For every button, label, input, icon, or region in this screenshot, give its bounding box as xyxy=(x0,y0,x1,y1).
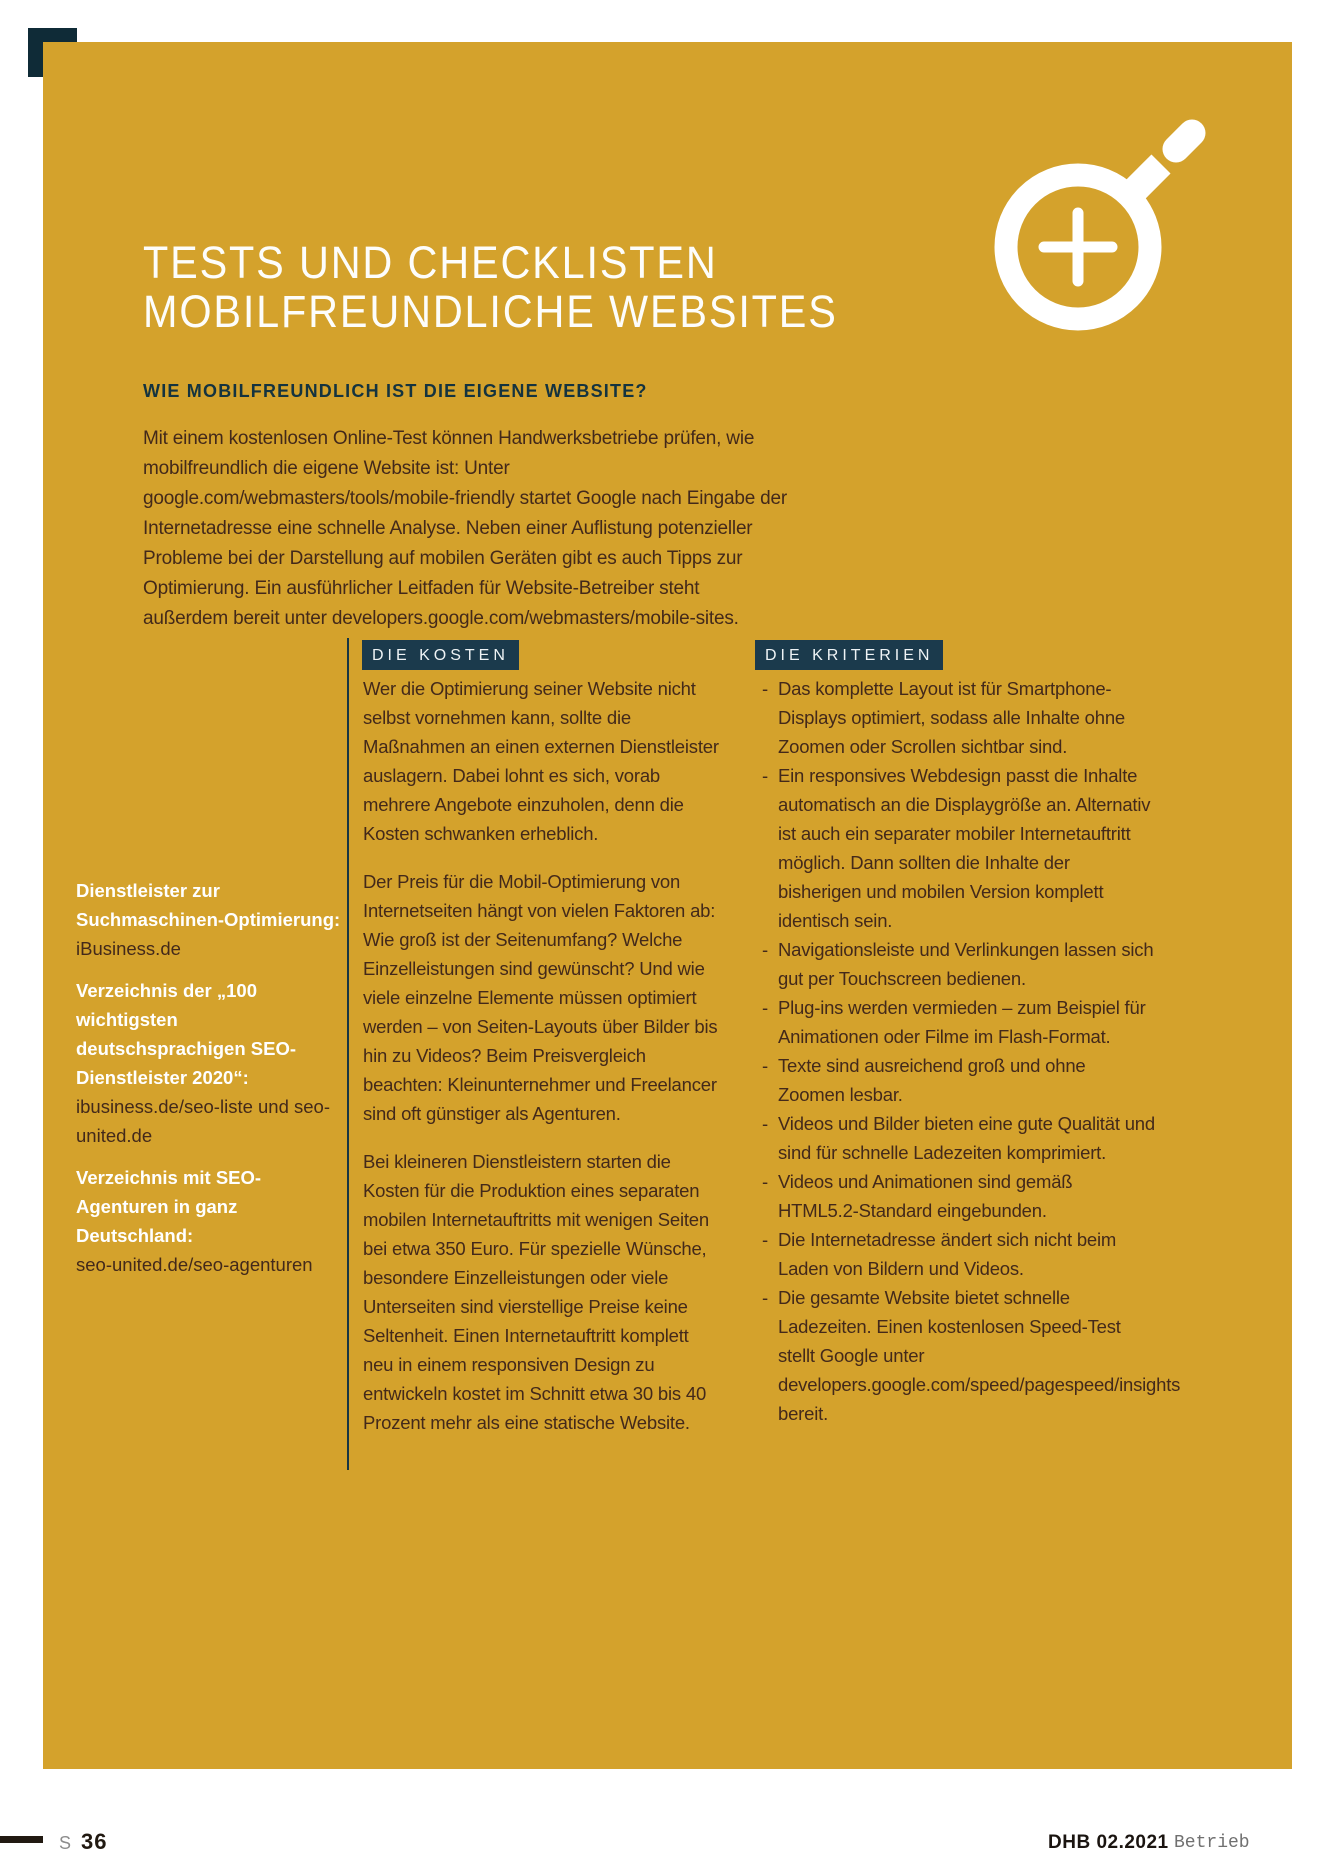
page-title-line1: TESTS UND CHECKLISTEN xyxy=(143,237,718,288)
sidebar-entry-label: Verzeichnis mit SEO-Agenturen in ganz Deutschland: xyxy=(76,1167,262,1246)
kosten-paragraph: Bei kleineren Dienstleistern starten die Kosten für die Produktion eines separaten mobilen Internetauftritts mit wenigen Seiten bei etwa 350 Euro. Für spezielle Wünsche, besondere Einzelleistungen oder viele Unterseiten sind vierstellige Preise keine Seltenheit. Einen Internetauftritt komplett neu in einem responsiven Design zu entwickeln kostet im Schnitt etwa 30 bis 40 Prozent mehr als eine statische Website. xyxy=(363,1151,709,1433)
heading-die-kriterien: DIE KRITERIEN xyxy=(755,640,943,670)
heading-die-kosten: DIE KOSTEN xyxy=(362,640,519,670)
kriterien-item: - Die gesamte Website bietet schnelle Ladezeiten. Einen kostenlosen Speed-Test stellt Google unter developers.google.com/speed/pagespeed/insights bereit. xyxy=(762,1283,1156,1428)
footer-page-number: 36 xyxy=(81,1829,108,1854)
sidebar-entry-value: seo-united.de/seo-agenturen xyxy=(76,1254,313,1275)
page-title-line2: MOBILFREUNDLICHE WEBSITES xyxy=(143,286,838,337)
footer-section: Betrieb xyxy=(1174,1833,1250,1853)
sidebar-entry-label: Verzeichnis der „100 wichtigsten deutschsprachigen SEO-Dienstleister 2020“: xyxy=(76,980,296,1088)
kriterien-item: - Das komplette Layout ist für Smartphone-Displays optimiert, sodass alle Inhalte ohne Zoomen oder Scrollen sichtbar sind. xyxy=(762,674,1156,761)
kriterien-item: - Videos und Animationen sind gemäß HTML5.2-Standard eingebunden. xyxy=(762,1167,1156,1225)
seo-directory-sidebar xyxy=(76,876,348,1292)
kosten-column xyxy=(363,674,723,1456)
kriterien-item: - Ein responsives Webdesign passt die Inhalte automatisch an die Displaygröße an. Alternativ ist auch ein separater mobiler Internetauftritt möglich. Dann sollten die Inhalte der bisherigen und mobilen Version komplett identisch sein. xyxy=(762,761,1156,935)
kosten-paragraph: Wer die Optimierung seiner Website nicht selbst vornehmen kann, sollte die Maßnahmen an einen externen Dienstleister auslagern. Dabei lohnt es sich, vorab mehrere Angebote einzuholen, denn die Kosten schwanken erheblich. xyxy=(363,678,719,844)
footer-issue: DHB 02.2021 xyxy=(1048,1832,1169,1853)
footer-rule xyxy=(0,1836,43,1843)
section-subtitle: WIE MOBILFREUNDLICH IST DIE EIGENE WEBSITE? xyxy=(143,381,648,401)
sidebar-entry-label: Dienstleister zur Suchmaschinen-Optimierung: xyxy=(76,880,341,930)
footer-page-prefix: S xyxy=(59,1833,73,1853)
kriterien-item: - Die Internetadresse ändert sich nicht beim Laden von Bildern und Videos. xyxy=(762,1225,1156,1283)
sidebar-entry xyxy=(76,976,348,1150)
kriterien-list xyxy=(762,674,1181,1428)
sidebar-entry xyxy=(76,876,348,963)
kosten-paragraph: Der Preis für die Mobil-Optimierung von Internetseiten hängt von vielen Faktoren ab: Wie groß ist der Seitenumfang? Welche Einzelleistungen sind gewünscht? Und wie viele einzelne Elemente müssen optimiert werden – von Seiten-Layouts über Bilder bis hin zu Videos? Beim Preisvergleich beachten: Kleinunternehmer und Freelancer sind oft günstiger als Agenturen. xyxy=(363,871,718,1124)
intro-paragraph: Mit einem kostenlosen Online-Test können Handwerksbetriebe prüfen, wie mobilfreundlich die eigene Website ist: Unter google.com/webmasters/tools/mobile-friendly startet Google nach Eingabe der Internetadresse eine schnelle Analyse. Neben einer Auflistung potenzieller Probleme bei der Darstellung auf mobilen Geräten gibt es auch Tipps zur Optimierung. Ein ausführlicher Leitfaden für Website-Betreiber steht außerdem bereit unter developers.google.com/webmasters/mobile-sites. xyxy=(143,428,788,629)
kriterien-item: - Navigationsleiste und Verlinkungen lassen sich gut per Touchscreen bedienen. xyxy=(762,935,1156,993)
sidebar-entry xyxy=(76,1163,348,1279)
page-title xyxy=(143,238,838,336)
kriterien-item: - Texte sind ausreichend groß und ohne Zoomen lesbar. xyxy=(762,1051,1156,1109)
sidebar-entry-value: iBusiness.de xyxy=(76,938,181,959)
kriterien-item: - Videos und Bilder bieten eine gute Qualität und sind für schnelle Ladezeiten komprimiert. xyxy=(762,1109,1156,1167)
sidebar-entry-value: ibusiness.de/seo-liste und seo-united.de xyxy=(76,1096,331,1146)
magnifier-plus-icon xyxy=(956,104,1218,356)
kriterien-item: - Plug-ins werden vermieden – zum Beispiel für Animationen oder Filme im Flash-Format. xyxy=(762,993,1156,1051)
